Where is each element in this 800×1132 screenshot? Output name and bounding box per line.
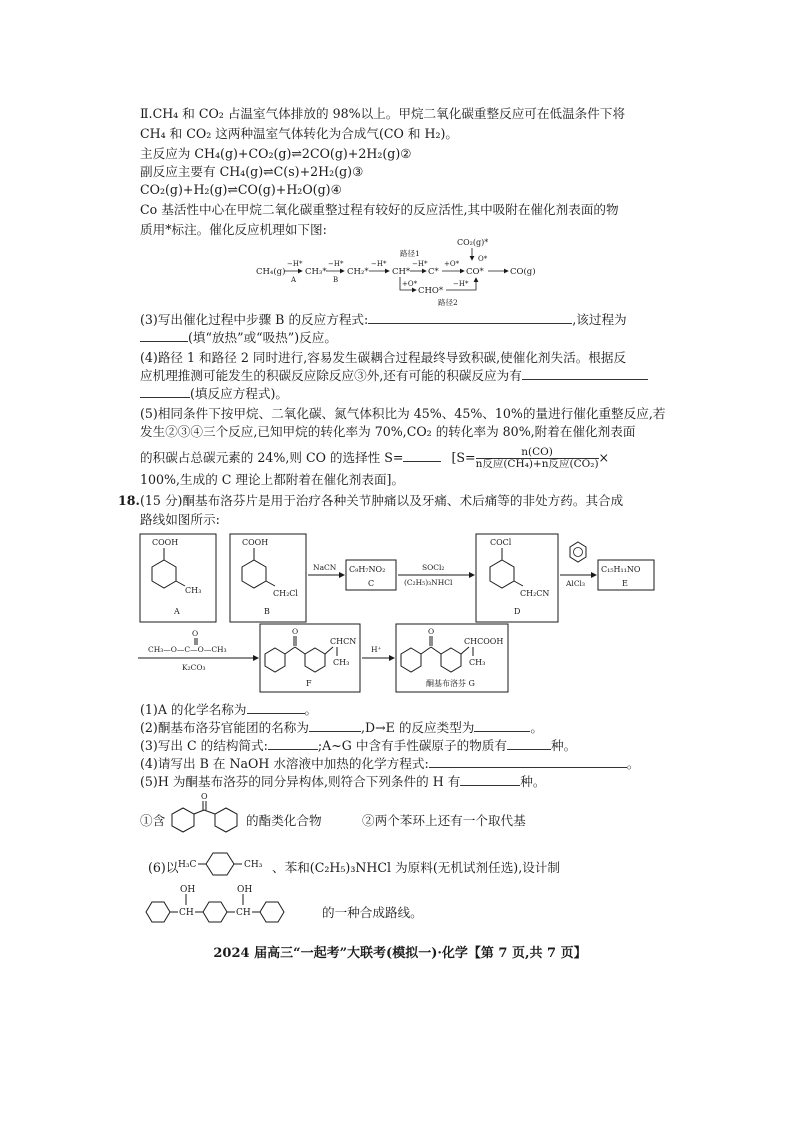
d-label: D xyxy=(514,607,521,616)
step-a-label: A xyxy=(291,276,297,284)
b-ch2cl: CH₂Cl xyxy=(273,589,298,598)
q17-4-answer-blank[interactable] xyxy=(522,368,648,380)
f-benzene-ring-1 xyxy=(265,648,285,672)
co-catalyst-line2: 质用*标注。催化反应机理如下图: xyxy=(140,222,327,237)
ch4-species: CH₄(g) xyxy=(256,267,286,277)
selectivity-formula: $\frac{n(CO)}{\text{n反应(CH₄)+n反应(CO₂)}}$ xyxy=(475,446,599,470)
q17-5-answer-blank[interactable] xyxy=(403,450,441,462)
side-reaction-3: 副反应主要有 CH₄(g)⇌C(s)+2H₂(g)③ xyxy=(140,164,364,179)
p-xylene-ring xyxy=(206,853,234,875)
target-ring-2 xyxy=(203,902,227,922)
main-reaction: 主反应为 CH₄(g)+CO₂(g)⇌2CO(g)+2H₂(g)② xyxy=(140,146,412,161)
q18-3-chiral-count-blank[interactable] xyxy=(507,738,551,750)
g-ketone-o: O xyxy=(428,627,435,636)
q18-6-prefix: (6)以 xyxy=(148,860,179,875)
p-xylene-structure xyxy=(178,850,270,880)
q18-3: (3)写出 C 的结构简式: ;A~G 中含有手性碳原子的物质有 种。 xyxy=(140,738,577,753)
co-gas-species: CO(g) xyxy=(510,267,536,277)
step-minus-h-c: −H* xyxy=(371,260,387,268)
q17-4-answer-blank-2[interactable] xyxy=(140,386,190,398)
target-ch-2: CH xyxy=(236,908,251,918)
target-oh-1: OH xyxy=(180,885,196,895)
q18-6-end: 的一种合成路线。 xyxy=(322,905,423,920)
reagent-alcl3: AlCl₃ xyxy=(566,579,585,588)
g-label: 酮基布洛芬 G xyxy=(426,679,475,688)
b-benzene-ring xyxy=(242,560,266,588)
a-ch3: CH₃ xyxy=(185,586,202,595)
q17-5-line4: 100%,生成的 C 理论上都附着在催化剂表面]。 xyxy=(140,472,405,487)
dmc-reagent: CH₃—O—C—O—CH₃ xyxy=(148,645,227,654)
reagent-k2co3: K₂CO₃ xyxy=(182,663,206,672)
q17-4-line2: 应机理推测可能发生的积碳反应除反应③外,还有可能的积碳反应为有 xyxy=(140,368,648,384)
e-label: E xyxy=(622,579,628,588)
q17-3-line1: (3)写出催化过程中步骤 B 的反应方程式: ,该过程为 xyxy=(140,312,627,327)
step-b-label: B xyxy=(333,276,339,284)
g-ch3: CH₃ xyxy=(469,658,486,667)
part2-line1: Ⅱ.CH₄ 和 CO₂ 占温室气体排放的 98%以上。甲烷二氧化碳重整反应可在低温条件下将 xyxy=(140,106,626,121)
d-cocl: COCl xyxy=(490,538,512,547)
cond1-prefix: ①含 xyxy=(140,813,166,828)
d-ch2cn: CH₂CN xyxy=(520,589,550,598)
q17-5-line3: 的积碳占总碳元素的 24%,则 CO 的选择性 S= [S= $\frac{n(CO)}{\text{n反应(CH₄)+n反应(CO₂)}}$ × xyxy=(140,446,610,470)
step-plus-o-1: +O* xyxy=(444,260,460,268)
co-catalyst-line1: Co 基活性中心在甲烷二氧化碳重整过程有较好的反应活性,其中吸附在催化剂表面的物 xyxy=(140,202,619,217)
e-formula: C₁₅H₁₁NO xyxy=(601,565,641,574)
q18-6-suffix: 、苯和(C₂H₅)₃NHCl 为原料(无机试剂任选),设计制 xyxy=(272,860,560,875)
step-minus-h-a: −H* xyxy=(287,260,303,268)
c-formula: C₉H₇NO₂ xyxy=(349,565,386,574)
step-minus-h-d: −H* xyxy=(412,260,428,268)
q17-5-line1: (5)相同条件下按甲烷、二氧化碳、氮气体积比为 45%、45%、10%的量进行催化重整反应,若 xyxy=(140,406,666,421)
a-benzene-ring xyxy=(152,560,176,588)
q18-1: (1)A 的化学名称为 。 xyxy=(140,702,318,717)
b-label: B xyxy=(264,607,270,616)
mechanism-diagram xyxy=(250,236,560,308)
q18-number: 18. xyxy=(118,493,140,508)
q17-3-line2: (填“放热”或“吸热”)反应。 xyxy=(140,330,337,346)
target-diol-structure xyxy=(140,880,320,928)
f-benzene-ring-2 xyxy=(305,648,325,672)
target-ring-1 xyxy=(146,902,170,922)
q17-3-heat-blank[interactable] xyxy=(140,330,188,342)
benzophenone-ring-1 xyxy=(172,808,194,832)
q18-2: (2)酮基布洛芬官能团的名称为 ,D→E 的反应类型为 。 xyxy=(140,720,543,735)
c-species: C* xyxy=(428,267,439,277)
co2-gas-label: CO₂(g)* xyxy=(457,238,489,247)
step-minus-h-b: −H* xyxy=(328,260,344,268)
cond2: ②两个苯环上还有一个取代基 xyxy=(362,813,526,828)
reagent-socl2: SOCl₂ xyxy=(422,563,445,572)
target-ch-1: CH xyxy=(179,908,194,918)
synthesis-route xyxy=(130,530,670,696)
a-label: A xyxy=(174,607,180,616)
q17-4-line1: (4)路径 1 和路径 2 同时进行,容易发生碳耦合过程最终导致积碳,使催化剂失活。根据反 xyxy=(140,350,627,365)
target-oh-2: OH xyxy=(237,885,253,895)
side-reaction-4: CO₂(g)+H₂(g)⇌CO(g)+H₂O(g)④ xyxy=(140,182,342,197)
a-cooh: COOH xyxy=(152,538,179,547)
g-benzene-ring-2 xyxy=(441,648,461,672)
dmc-carbonyl-o: O xyxy=(192,629,199,638)
p-xylene-h3c: H₃C xyxy=(178,860,197,870)
q18-2-functional-group-blank[interactable] xyxy=(309,720,361,732)
target-ring-3 xyxy=(260,902,284,922)
f-ch3: CH₃ xyxy=(333,658,350,667)
reagent-et3nhcl: (C₂H₅)₃NHCl xyxy=(404,578,453,587)
q18-intro1: (15 分)酮基布洛芬片是用于治疗各种关节肿痛以及牙痛、术后痛等的非处方药。其合成 xyxy=(140,493,624,508)
benzophenone-structure xyxy=(166,790,244,836)
q18-4-equation-blank[interactable] xyxy=(429,756,627,768)
p-xylene-ch3: CH₃ xyxy=(244,860,263,870)
reagent-hplus: H⁺ xyxy=(371,645,382,654)
step-minus-h-e: −H* xyxy=(453,280,469,288)
c-label: C xyxy=(368,579,375,588)
f-chcn: CHCN xyxy=(330,637,357,646)
path2-label: 路径2 xyxy=(438,298,458,307)
g-benzene-ring-1 xyxy=(401,648,421,672)
part2-line2: CH₄ 和 CO₂ 这两种温室气体转化为合成气(CO 和 H₂)。 xyxy=(140,126,459,141)
d-benzene-ring xyxy=(490,560,514,588)
g-chcooh: CHCOOH xyxy=(464,637,504,646)
f-label: F xyxy=(306,679,312,688)
q18-3-structure-blank[interactable] xyxy=(268,738,318,750)
q18-2-reaction-type-blank[interactable] xyxy=(474,720,530,732)
q18-5-isomer-count-blank[interactable] xyxy=(460,774,520,786)
f-ketone-o: O xyxy=(292,627,299,636)
q18-1-answer-blank[interactable] xyxy=(247,702,305,714)
o-star-label: O* xyxy=(478,255,488,263)
cho-species: CHO* xyxy=(418,286,444,296)
q17-5-line2: 发生②③④三个反应,已知甲烷的转化率为 70%,CO₂ 的转化率为 80%,附着在催化剂表面 xyxy=(140,424,636,439)
path1-label: 路径1 xyxy=(400,249,420,258)
co-star-species: CO* xyxy=(466,267,484,277)
b-cooh: COOH xyxy=(242,538,269,547)
ch3-species: CH₃* xyxy=(305,267,327,277)
page-footer: 2024 届高三“一起考”大联考(模拟一)·化学【第 7 页,共 7 页】 xyxy=(213,946,587,961)
benzophenone-ring-2 xyxy=(215,808,237,832)
q18-4: (4)请写出 B 在 NaOH 水溶液中加热的化学方程式: 。 xyxy=(140,756,640,771)
ch2-species: CH₂* xyxy=(347,267,369,277)
q17-4-line3: (填反应方程式)。 xyxy=(140,386,288,402)
ch-species: CH* xyxy=(392,267,411,277)
benzene-reagent-ring xyxy=(570,542,586,562)
step-plus-o-2: +O* xyxy=(402,280,418,288)
q18-5: (5)H 为酮基布洛芬的同分异构体,则符合下列条件的 H 有 种。 xyxy=(140,774,546,789)
cond1-suffix: 的酯类化合物 xyxy=(246,813,322,828)
q18-intro2: 路线如图所示: xyxy=(140,512,220,527)
benzophenone-o: O xyxy=(201,792,208,801)
q17-3-answer-blank[interactable] xyxy=(368,312,572,324)
reagent-nacn: NaCN xyxy=(313,563,337,572)
